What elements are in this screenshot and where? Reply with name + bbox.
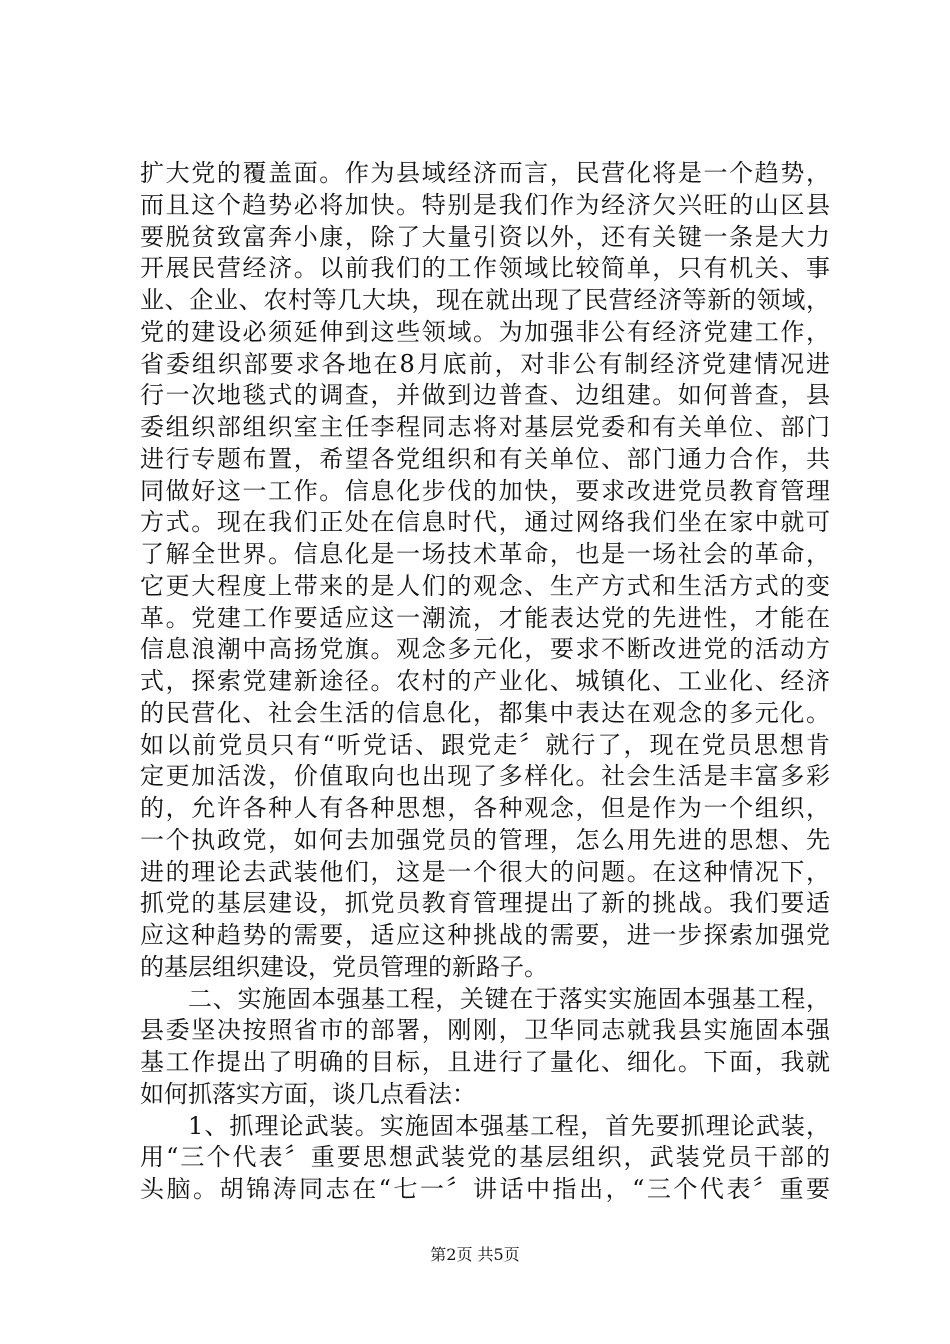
text-line: 委组织部组织室主任李程同志将对基层党委和有关单位、部门	[140, 413, 830, 441]
text-line: 用“三个代表〞重要思想武装党的基层组织，武装党员干部的	[140, 1143, 830, 1172]
text-line: 省委组织部要求各地在8月底前，对非公有制经济党建情况进	[140, 349, 830, 378]
text-line: 业、企业、农村等几大块，现在就出现了民营经济等新的领域，	[140, 286, 830, 314]
text-line: 如何抓落实方面，谈几点看法：	[140, 1079, 476, 1108]
text-line: 信息浪潮中高扬党旗。观念多元化，要求不断改进党的活动方	[140, 635, 830, 664]
text-line: 要脱贫致富奔小康，除了大量引资以外，还有关键一条是大力	[140, 222, 830, 251]
page-number-footer: 第2页 共5页	[430, 1245, 520, 1264]
text-line: 县委坚决按照省市的部署，刚刚，卫华同志就我县实施固本强	[140, 1016, 830, 1045]
text-line: 的基层组织建设，党员管理的新路子。	[140, 952, 548, 981]
text-line: 基工作提出了明确的目标，且进行了量化、细化。下面，我就	[140, 1048, 830, 1076]
text-line: 定更加活泼，价值取向也出现了多样化。社会生活是丰富多彩	[140, 762, 830, 791]
text-line: 方式。现在我们正处在信息时代，通过网络我们坐在家中就可	[140, 508, 830, 537]
text-line: 革。党建工作要适应这一潮流，才能表达党的先进性，才能在	[140, 603, 830, 632]
text-line: 而且这个趋势必将加快。特别是我们作为经济欠兴旺的山区县	[140, 190, 830, 219]
text-line: 如以前党员只有“听党话、跟党走〞就行了，现在党员思想肯	[140, 730, 830, 759]
paragraph-start-line: 1、抓理论武装。实施固本强基工程，首先要抓理论武装，	[188, 1111, 830, 1140]
text-line: 开展民营经济。以前我们的工作领域比较简单，只有机关、事	[140, 254, 830, 283]
text-line: 扩大党的覆盖面。作为县域经济而言，民营化将是一个趋势，	[140, 159, 830, 187]
text-line: 了解全世界。信息化是一场技术革命，也是一场社会的革命，	[140, 540, 830, 568]
text-line: 它更大程度上带来的是人们的观念、生产方式和生活方式的变	[140, 571, 830, 600]
text-line: 进的理论去武装他们，这是一个很大的问题。在这种情况下，	[140, 857, 830, 886]
text-line: 抓党的基层建设，抓党员教育管理提出了新的挑战。我们要适	[140, 889, 830, 918]
text-line: 同做好这一工作。信息化步伐的加快，要求改进党员教育管理	[140, 476, 830, 505]
text-line: 行一次地毯式的调查，并做到边普查、边组建。如何普查，县	[140, 381, 830, 410]
text-line: 式，探索党建新途径。农村的产业化、城镇化、工业化、经济	[140, 667, 830, 695]
text-line: 一个执政党，如何去加强党员的管理，怎么用先进的思想、先	[140, 825, 830, 854]
text-line: 应这种趋势的需要，适应这种挑战的需要，进一步探索加强党	[140, 921, 830, 949]
body-text	[140, 158, 830, 1206]
text-line: 的民营化、社会生活的信息化，都集中表达在观念的多元化。	[140, 698, 830, 727]
paragraph-start-line: 二、实施固本强基工程，关键在于落实实施固本强基工程，	[188, 984, 830, 1013]
text-line: 的，允许各种人有各种思想，各种观念，但是作为一个组织，	[140, 794, 830, 822]
text-line: 头脑。胡锦涛同志在“七一〞讲话中指出，“三个代表〞重要	[140, 1175, 830, 1203]
text-line: 党的建设必须延伸到这些领域。为加强非公有经济党建工作，	[140, 317, 830, 346]
text-line: 进行专题布置，希望各党组织和有关单位、部门通力合作，共	[140, 444, 830, 473]
